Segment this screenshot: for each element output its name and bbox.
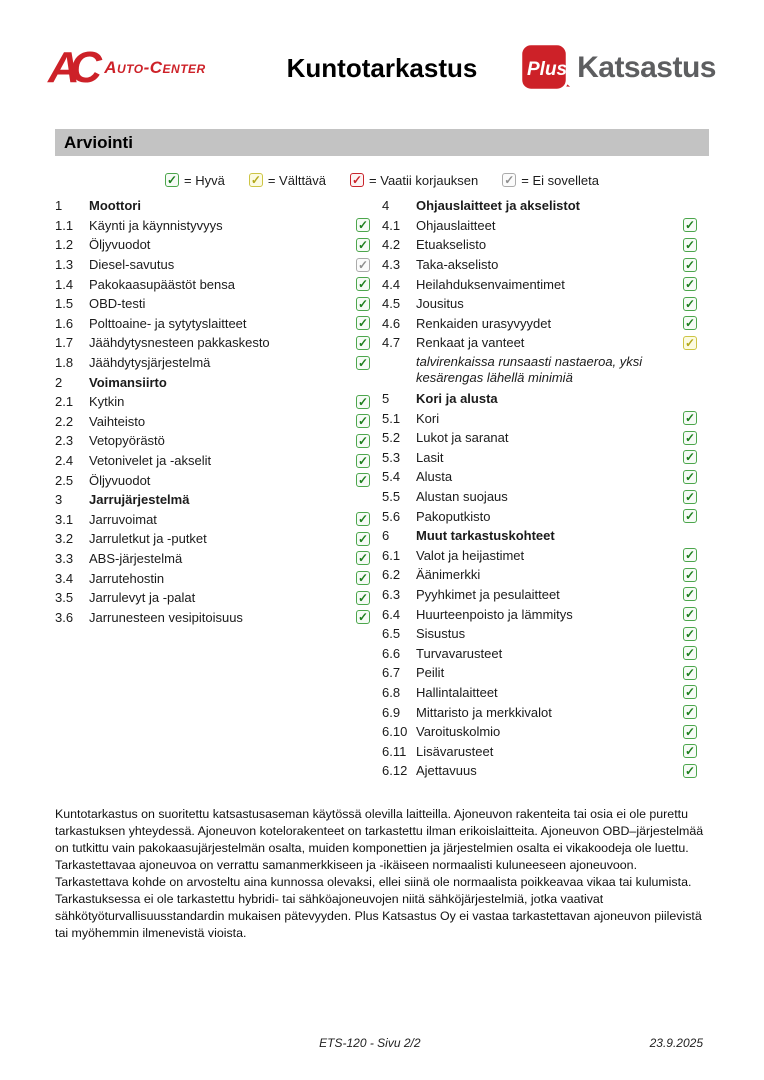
item-label: Vetonivelet ja -akselit [89, 453, 212, 469]
checkbox-good-icon: ✓ [357, 237, 369, 252]
item-number: 1.7 [55, 335, 74, 351]
item-label: Vetopyörästö [89, 433, 165, 449]
item-label: Varoituskolmio [416, 724, 501, 740]
checkbox-good-icon: ✓ [357, 335, 369, 350]
checkbox-good-icon: ✓ [684, 411, 696, 426]
item-note: talvirenkaissa runsaasti nastaeroa, yksi kesärengas lähellä minimiä [416, 353, 643, 386]
page-footer [55, 1036, 709, 1051]
checkbox-good-icon: ✓ [357, 473, 369, 488]
item-number: 6.10 [382, 724, 408, 740]
item-label: Jousitus [416, 296, 464, 312]
item-label: Huurteenpoisto ja lämmitys [416, 606, 573, 622]
item-label: Polttoaine- ja sytytyslaitteet [89, 315, 247, 331]
item-number: 4.1 [382, 217, 401, 233]
item-number: 3.2 [55, 531, 74, 547]
section-title: Jarrujärjestelmä [89, 492, 190, 508]
section-number: 4 [382, 198, 390, 214]
item-number: 1.3 [55, 257, 74, 273]
checklist-row [382, 235, 697, 255]
checklist-row [382, 487, 697, 507]
checklist-row [382, 624, 697, 644]
item-label: Öljyvuodot [89, 472, 151, 488]
item-number: 2.5 [55, 472, 74, 488]
checkbox-good-icon: ✓ [684, 724, 696, 739]
item-label: Renkaat ja vanteet [416, 335, 525, 351]
checkbox-good-icon: ✓ [684, 430, 696, 445]
item-label: OBD-testi [89, 296, 146, 312]
checklist-row [382, 467, 697, 487]
footer-date: 23.9.2025 [649, 1036, 703, 1050]
item-label: Alusta [416, 469, 453, 485]
checkbox-good-icon: ✓ [684, 685, 696, 700]
checklist-row [55, 529, 370, 549]
plus-badge-label: Plus [527, 59, 568, 80]
item-number: 1.6 [55, 315, 74, 331]
checkbox-bad-icon: ✓ [352, 173, 363, 187]
item-label: Kori [416, 410, 440, 426]
checklist-row [382, 663, 697, 683]
checkbox-good-icon: ✓ [684, 469, 696, 484]
item-number: 1.2 [55, 237, 74, 253]
checkbox-good-icon: ✓ [684, 316, 696, 331]
item-label: Lukot ja saranat [416, 430, 509, 446]
item-label: Hallintalaitteet [416, 684, 498, 700]
item-number: 5.5 [382, 489, 401, 505]
checkbox-good-icon: ✓ [357, 453, 369, 468]
section-number: 5 [382, 391, 390, 407]
item-label: Käynti ja käynnistyvyys [89, 217, 223, 233]
item-number: 3.1 [55, 511, 74, 527]
auto-center-logo-text: Auto-Center [104, 58, 206, 77]
item-number: 4.5 [382, 296, 401, 312]
checkbox-good-icon: ✓ [357, 277, 369, 292]
plus-badge-icon [519, 42, 575, 94]
item-label: Peilit [416, 665, 445, 681]
rating-legend [55, 171, 709, 189]
item-number: 2.2 [55, 413, 74, 429]
item-number: 4.3 [382, 257, 401, 273]
plus-katsastus-logo [520, 42, 716, 94]
checkbox-good-icon: ✓ [684, 548, 696, 563]
item-label: ABS-järjestelmä [89, 550, 183, 566]
checklist-row [55, 216, 370, 236]
checkbox-good-icon: ✓ [684, 744, 696, 759]
checkbox-good-icon: ✓ [684, 607, 696, 622]
item-number: 6.2 [382, 567, 401, 583]
checklist-row [382, 604, 697, 624]
checkbox-good-icon: ✓ [357, 531, 369, 546]
checklist-row [55, 451, 370, 471]
checkbox-fair-icon: ✓ [250, 173, 261, 187]
checkbox-good-icon: ✓ [684, 665, 696, 680]
item-number: 2.1 [55, 394, 74, 410]
item-label: Ajettavuus [416, 763, 477, 779]
checklist-row [382, 274, 697, 294]
section-header-row [55, 372, 370, 392]
checkbox-good-icon: ✓ [684, 257, 696, 272]
legend-label: = Vaatii korjauksen [369, 172, 479, 188]
checklist-row [55, 549, 370, 569]
section-header-row [382, 389, 697, 409]
item-number: 2.4 [55, 453, 74, 469]
checklist-row [55, 510, 370, 530]
checkbox-good-icon: ✓ [357, 551, 369, 566]
checkbox-good-icon: ✓ [357, 571, 369, 586]
legend-item-fair [249, 173, 326, 188]
checkbox-good-icon: ✓ [684, 646, 696, 661]
section-title: Ohjauslaitteet ja akselistot [416, 198, 581, 214]
section-header-row [55, 490, 370, 510]
checklist-row [55, 353, 370, 373]
checklist-row [55, 235, 370, 255]
item-number: 6.1 [382, 547, 401, 563]
checklist-row [55, 274, 370, 294]
disclaimer-text: Kuntotarkastus on suoritettu katsastusaseman käytössä olevilla laitteilla. Ajoneuvon rakenteita tai osia ei ole purettu tarkastuksen yhteydessä. Ajoneuvon kotelorakenteet on tarkastettu ilman erikoislaitteita. Ajoneuvon OBD–järjestelmää on tutkittu vain pakokaasujärjestelmän osalta, muiden komponettien ja järjestelmien osalta ei vikakoodeja ole luettu. Tarkastettavaa ajoneuvoa on verrattu samanmerkkiseen ja -ikäiseen normaalisti kuluneeseen ajoneuvoon. Tarkastettava kohde on arvosteltu aina kunnossa olevaksi, ellei siinä ole normaalista poikkeavaa vikaa tai kulumista. Tarkastuksessa ei ole tarkastettu hybridi- tai sähköajoneuvojen niitä sähköjärjestelmiä, jotka vaativat sähkötyöturvallisuusstandardin mukaisen pätevyyden. Plus Katsastus Oy ei vastaa tarkastettavan ajoneuvon piilevistä tai myöhemmin ilmenevistä vioista. [55, 807, 704, 940]
item-label: Etuakselisto [416, 237, 487, 253]
item-label: Jarrunesteen vesipitoisuus [89, 609, 243, 625]
item-label: Mittaristo ja merkkivalot [416, 704, 552, 720]
item-number: 6.12 [382, 763, 408, 779]
section-number: 6 [382, 528, 390, 544]
item-label: Ohjauslaitteet [416, 217, 496, 233]
legend-item-na [502, 173, 599, 188]
checklist-row [382, 216, 697, 236]
item-label: Jäähdytysnesteen pakkaskesto [89, 335, 270, 351]
checklist-row [382, 741, 697, 761]
item-label: Heilahduksenvaimentimet [416, 276, 565, 292]
item-number: 1.1 [55, 217, 74, 233]
checkbox-good-icon: ✓ [357, 512, 369, 527]
item-label: Vaihteisto [89, 413, 146, 429]
checklist-row [382, 683, 697, 703]
section-header-row [55, 196, 370, 216]
inspection-checklist [55, 196, 709, 781]
item-number: 6.3 [382, 586, 401, 602]
checklist-row [382, 702, 697, 722]
checkbox-good-icon: ✓ [684, 450, 696, 465]
item-number: 5.3 [382, 449, 401, 465]
checkbox-good-icon: ✓ [684, 763, 696, 778]
item-label: Jarruvoimat [89, 511, 157, 527]
item-label: Jarruletkut ja -putket [89, 531, 207, 547]
checkbox-good-icon: ✓ [357, 296, 369, 311]
item-label: Renkaiden urasyvyydet [416, 315, 552, 331]
item-number: 5.6 [382, 508, 401, 524]
checkbox-na-icon: ✓ [357, 257, 369, 272]
item-label: Pakokaasupäästöt bensa [89, 276, 235, 292]
item-number: 3.3 [55, 550, 74, 566]
section-title: Kori ja alusta [416, 391, 498, 407]
item-label: Jarrulevyt ja -palat [89, 590, 196, 606]
item-number: 1.8 [55, 355, 74, 371]
item-label: Pakoputkisto [416, 508, 491, 524]
checkbox-good-icon: ✓ [684, 705, 696, 720]
section-header-row [382, 526, 697, 546]
checkbox-na-icon: ✓ [504, 173, 515, 187]
checklist-row [55, 470, 370, 490]
item-number: 4.4 [382, 276, 401, 292]
checklist-row [55, 431, 370, 451]
checkbox-good-icon: ✓ [357, 394, 369, 409]
checklist-row [55, 314, 370, 334]
checklist-row [55, 412, 370, 432]
item-label: Taka-akselisto [416, 257, 499, 273]
checkbox-fair-icon: ✓ [684, 335, 696, 350]
section-heading-arviointi: Arviointi [55, 129, 709, 156]
checklist-row [382, 255, 697, 275]
checkbox-good-icon: ✓ [357, 590, 369, 605]
checklist-row [382, 428, 697, 448]
checkbox-good-icon: ✓ [684, 567, 696, 582]
checklist-row [55, 255, 370, 275]
checklist-row [382, 643, 697, 663]
item-label: Pyyhkimet ja pesulaitteet [416, 586, 560, 602]
checklist-row [382, 722, 697, 742]
checklist-row [55, 568, 370, 588]
auto-center-logo [48, 43, 244, 92]
item-label: Lisävarusteet [416, 743, 494, 759]
checkbox-good-icon: ✓ [684, 277, 696, 292]
item-number: 2.3 [55, 433, 74, 449]
checkbox-good-icon: ✓ [684, 237, 696, 252]
checkbox-good-icon: ✓ [357, 218, 369, 233]
item-number: 1.5 [55, 296, 74, 312]
legend-label: = Hyvä [184, 172, 225, 188]
section-title: Voimansiirto [89, 374, 167, 390]
checklist-row [55, 588, 370, 608]
item-number: 5.4 [382, 469, 401, 485]
item-number: 3.4 [55, 570, 74, 586]
checklist-row [382, 314, 697, 334]
item-number: 6.9 [382, 704, 401, 720]
item-number: 5.1 [382, 410, 401, 426]
item-number: 6.5 [382, 626, 401, 642]
checklist-row [382, 585, 697, 605]
item-label: Jarrutehostin [89, 570, 165, 586]
checklist-column [382, 196, 709, 781]
item-label: Alustan suojaus [416, 489, 508, 505]
checkbox-good-icon: ✓ [684, 218, 696, 233]
item-label: Valot ja heijastimet [416, 547, 525, 563]
item-number: 3.6 [55, 609, 74, 625]
legend-item-good [165, 173, 225, 188]
item-number: 4.7 [382, 335, 401, 351]
checkbox-good-icon: ✓ [357, 610, 369, 625]
section-number: 3 [55, 492, 63, 508]
checkbox-good-icon: ✓ [684, 296, 696, 311]
page-title: Kuntotarkastus [286, 52, 478, 83]
item-label: Öljyvuodot [89, 237, 151, 253]
item-number: 6.7 [382, 665, 401, 681]
checklist-row [382, 506, 697, 526]
section-title: Muut tarkastuskohteet [416, 528, 555, 544]
checkbox-good-icon: ✓ [684, 509, 696, 524]
checkbox-good-icon: ✓ [684, 489, 696, 504]
checkbox-good-icon: ✓ [684, 587, 696, 602]
item-number: 1.4 [55, 276, 74, 292]
auto-center-monogram-icon: AC [48, 43, 93, 92]
section-number: 1 [55, 198, 63, 214]
item-number: 4.6 [382, 315, 401, 331]
katsastus-logo-text: Katsastus [577, 51, 716, 84]
checkbox-good-icon: ✓ [357, 433, 369, 448]
item-label: Sisustus [416, 626, 466, 642]
checklist-row [382, 294, 697, 314]
section-title: Moottori [89, 198, 141, 214]
item-label: Lasit [416, 449, 444, 465]
checklist-row [382, 448, 697, 468]
item-label: Diesel-savutus [89, 257, 175, 273]
checklist-row [382, 333, 697, 353]
checklist-row [382, 408, 697, 428]
legend-label: = Välttävä [267, 172, 327, 188]
checkbox-good-icon: ✓ [684, 626, 696, 641]
item-label: Turvavarusteet [416, 645, 503, 661]
item-number: 5.2 [382, 430, 401, 446]
item-number: 3.5 [55, 590, 74, 606]
checkbox-good-icon: ✓ [357, 414, 369, 429]
checklist-row [55, 333, 370, 353]
checklist-row [382, 565, 697, 585]
item-label: Kytkin [89, 394, 125, 410]
section-number: 2 [55, 374, 63, 390]
section-header-row [382, 196, 697, 216]
item-label: Jäähdytysjärjestelmä [89, 355, 211, 371]
checklist-row [382, 761, 697, 781]
checklist-row [55, 607, 370, 627]
item-label: Äänimerkki [416, 567, 481, 583]
item-number: 6.4 [382, 606, 401, 622]
footer-doc-page: ETS-120 - Sivu 2/2 [319, 1036, 421, 1050]
checklist-row [55, 392, 370, 412]
legend-label: = Ei sovelleta [521, 172, 599, 188]
item-number: 6.6 [382, 645, 401, 661]
checklist-row [382, 546, 697, 566]
item-number: 6.11 [382, 743, 407, 759]
item-number: 4.2 [382, 237, 401, 253]
checkbox-good-icon: ✓ [357, 316, 369, 331]
item-number: 6.8 [382, 684, 401, 700]
legend-item-bad [350, 173, 478, 188]
checklist-row [55, 294, 370, 314]
checkbox-good-icon: ✓ [357, 355, 369, 370]
report-header [48, 36, 716, 100]
checklist-column [55, 196, 382, 781]
checkbox-good-icon: ✓ [166, 173, 178, 187]
